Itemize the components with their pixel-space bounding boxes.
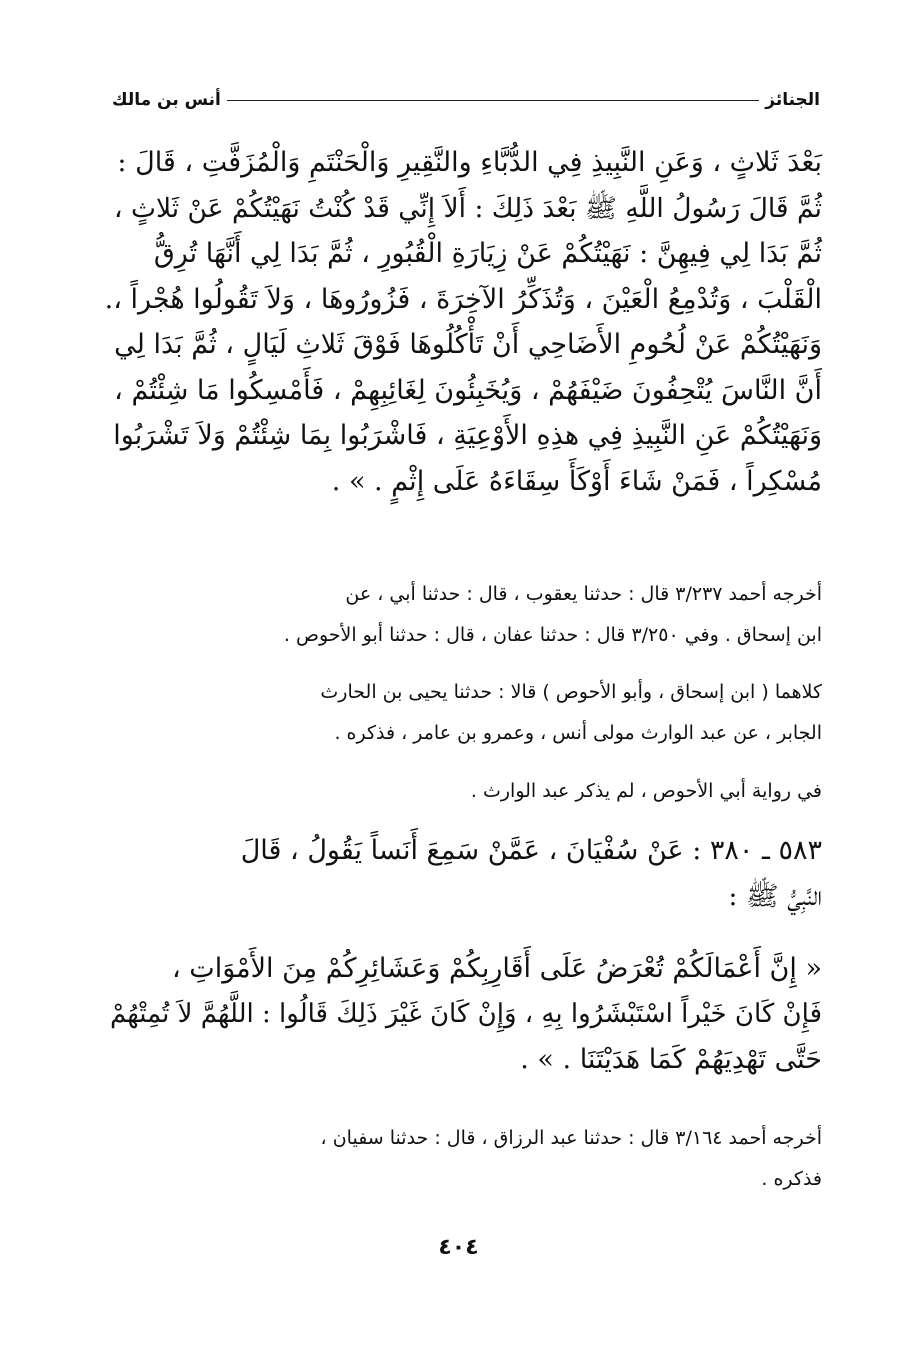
note-line: في رواية أبي الأحوص ، لم يذكر عبد الوارث .: [470, 780, 822, 802]
text-line: أَنَّ النَّاسَ يُتْحِفُونَ ضَيْفَهُمْ ، وَيُخَبِئُونَ لِغَائِبِهِمْ ، فَأَمْسِكُوا مَا شِئْتُمْ ،: [114, 374, 822, 406]
text-line: الْقَلْبَ ، وَتُدْمِعُ الْعَيْنَ ، وَتُذَكِّرُ الآخِرَةَ ، فَزُورُوهَا ، وَلاَ تَقُولُوا هُجْراً ،.: [104, 283, 822, 315]
page-number: ٤٠٤: [438, 1235, 479, 1260]
text-line: ثُمَّ بَدَا لِي فِيهِنَّ : نَهَيْتُكُمْ عَنْ زِيَارَةِ الْقُبُورِ ، ثُمَّ بَدَا لِي أَنَّهَا تُرِقُّ: [153, 238, 822, 269]
hadith-number-line: ٥٨٣ ـ ٣٨٠ : عَنْ سُفْيَانَ ، عَمَّنْ سَمِعَ أَنَساً يَقُولُ ، قَالَ: [240, 835, 822, 866]
text-line: فَإِنْ كَانَ خَيْراً اسْتَبْشَرُوا بِهِ ، وَإِنْ كَانَ غَيْرَ ذَلِكَ قَالُوا : اللَّهُمَّ لاَ تُمِتْهُمْ: [109, 998, 822, 1029]
hadith-582-continuation: [104, 140, 822, 504]
note-line: الجابر ، عن عبد الوارث مولى أنس ، وعمرو بن عامر ، فذكره .: [334, 722, 822, 744]
note-line: أخرجه أحمد ٣/٢٣٧ قال : حدثنا يعقوب ، قال : حدثنا أبي ، عن: [345, 583, 822, 605]
hadith-583-text: [104, 946, 822, 1083]
note-line: فذكره .: [761, 1168, 822, 1190]
takhrij-582-paragraph-2: [104, 672, 822, 754]
text-line: النَّبِيُّ ﷺ :: [728, 880, 822, 912]
section-title: الجنائز: [765, 90, 820, 110]
hadith-583-intro: [104, 828, 822, 919]
running-header: [112, 86, 820, 114]
takhrij-582-paragraph-3: [104, 771, 822, 812]
text-line: ثُمَّ قَالَ رَسُولُ اللَّهِ ﷺ بَعْدَ ذَلِكَ : أَلاَ إِنِّي قَدْ كُنْتُ نَهَيْتُكُمْ عَنْ ثَلاثٍ ،: [114, 192, 822, 224]
text-line: حَتَّى تَهْدِيَهُمْ كَمَا هَدَيْتَنَا . » .: [520, 1044, 822, 1075]
book-title: أنس بن مالك: [112, 90, 221, 110]
text-line: « إِنَّ أَعْمَالَكُمْ تُعْرَضُ عَلَى أَقَارِبِكُمْ وَعَشَائِرِكُمْ مِنَ الأَمْوَاتِ ،: [171, 953, 822, 984]
text-line: وَنَهَيْتُكُمْ عَنْ لُحُومِ الأَضَاحِي أَنْ تَأْكُلُوهَا فَوْقَ ثَلاثِ لَيَالٍ ، ثُمَّ بَدَا لِي: [114, 329, 822, 360]
note-line: ابن إسحاق . وفي ٣/٢٥٠ قال : حدثنا عفان ، قال : حدثنا أبو الأحوص .: [283, 624, 822, 646]
note-line: كلاهما ( ابن إسحاق ، وأبو الأحوص ) قالا : حدثنا يحيى بن الحارث: [320, 681, 822, 703]
takhrij-583: [104, 1118, 822, 1200]
text-line: مُسْكِراً ، فَمَنْ شَاءَ أَوْكَأَ سِقَاءَهُ عَلَى إِثْمٍ . » .: [331, 465, 822, 497]
text-line: وَنَهَيْتُكُمْ عَنِ النَّبِيذِ فِي هذِهِ الأَوْعِيَةِ ، فَاشْرَبُوا بِمَا شِئْتُمْ وَلاَ تَشْرَبُوا: [113, 420, 822, 451]
header-rule: [227, 100, 759, 101]
note-line: أخرجه أحمد ٣/١٦٤ قال : حدثنا عبد الرزاق ، قال : حدثنا سفيان ،: [320, 1127, 822, 1149]
takhrij-582-paragraph-1: [104, 574, 822, 656]
text-line: بَعْدَ ثَلاثٍ ، وَعَنِ النَّبِيذِ فِي الدُّبَّاءِ والنَّقِيرِ وَالْحَنْتَمِ وَالْمُزَفَّتِ ، قَالَ :: [117, 147, 822, 178]
